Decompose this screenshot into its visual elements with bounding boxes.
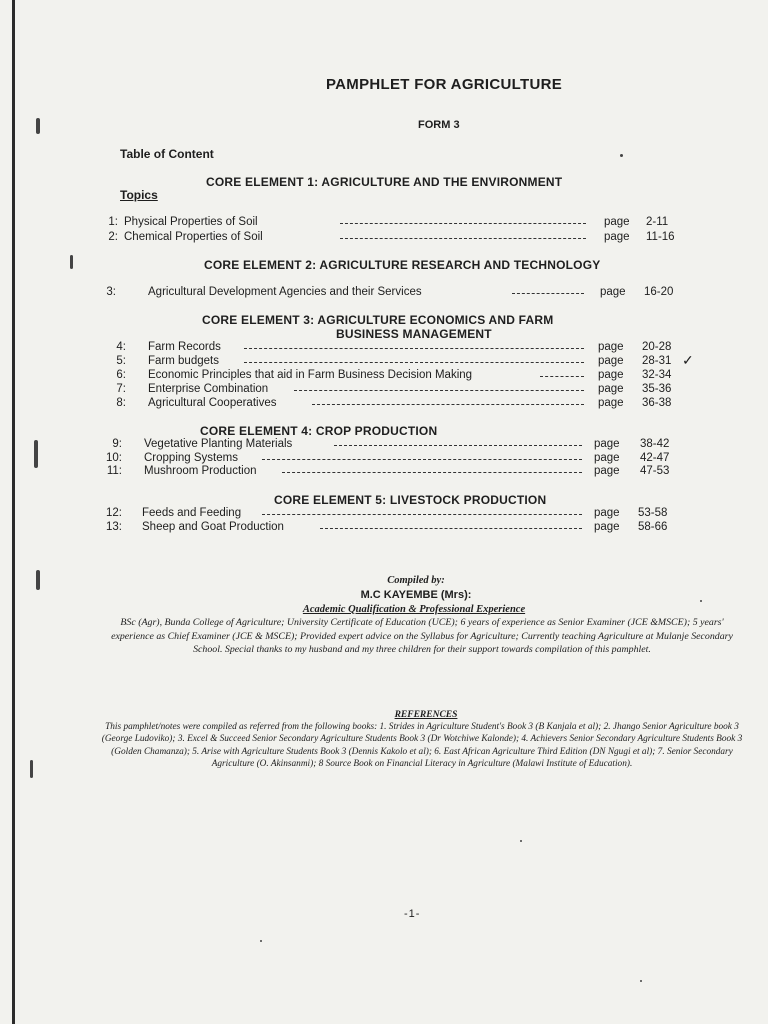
toc-row: 11: Mushroom Production page 47-53 (106, 465, 670, 477)
toc-row: 10: Cropping Systems page 42-47 (106, 452, 670, 464)
qualification-text: BSc (Agr), Bunda College of Agriculture; University Certificate of Education (UCE); 6 years of experience as Senior Examiner (JCE &MSCE); 5 years' experience as Chief Examiner (JCE & MSCE); Provided expert advice on the Syllabus for Agriculture; Currently teaching Agriculture at Mulanje Secondary School. Special thanks to my husband and my three children for their support towards compilation of this pamphlet. (111, 617, 733, 655)
scan-speck (640, 980, 642, 982)
toc-heading: Table of Content (120, 147, 214, 161)
references-heading: REFERENCES (394, 710, 458, 720)
scan-speck (36, 570, 40, 590)
compiled-by-label: Compiled by: (387, 575, 445, 586)
toc-row: 6: Economic Principles that aid in Farm Business Decision Making page 32-34 (116, 369, 672, 381)
qualification-heading: Academic Qualification & Professional Experience (302, 604, 526, 615)
document-title: PAMPHLET FOR AGRICULTURE (325, 76, 563, 93)
check-mark-icon: ✓ (682, 352, 694, 368)
scan-speck (36, 118, 40, 134)
core-element-2-heading: CORE ELEMENT 2: AGRICULTURE RESEARCH AND TECHNOLOGY (204, 258, 601, 272)
toc-row: 13: Sheep and Goat Production page 58-66 (106, 521, 668, 533)
references-text: This pamphlet/notes were compiled as referred from the following books: 1. Strides in Agriculture Student's Book 3 (B Kanjala et al); 2. Jhango Senior Agriculture book 3 (George Ludoviko); 3. Excel & Succeed Senior Secondary Agriculture Students Book 3 (Dr Wotchiwe Kalonde); 4. Achievers Senior Secondary Agriculture Students Book 3 (Golden Chamanza); 5. Arise with Agriculture Students Book 3 (Dennis Kakolo et al); 6. East African Agriculture Third Edition (DN Ngugi et al); 7. Senior Secondary Agriculture (O. Akinsanmi); 8 Source Book on Financial Literacy in Agriculture (Malawi Institute of Education). (101, 722, 743, 770)
scan-edge-shadow (12, 0, 15, 1024)
toc-row: 2: Chemical Properties of Soil page 11-16 (108, 231, 675, 243)
author-name: M.C KAYEMBE (Mrs): (360, 589, 472, 601)
toc-row: 9: Vegetative Planting Materials page 38-42 (112, 438, 670, 450)
scan-speck (30, 760, 33, 778)
page-number: -1- (404, 908, 421, 920)
scan-speck (700, 600, 702, 602)
toc-row: 12: Feeds and Feeding page 53-58 (106, 507, 668, 519)
scan-speck (260, 940, 262, 942)
core-element-3-heading: CORE ELEMENT 3: AGRICULTURE ECONOMICS AND FARM BUSINESS MANAGEMENT (202, 313, 554, 341)
topics-label: Topics (120, 188, 158, 202)
toc-row: 4: Farm Records page 20-28 (116, 341, 672, 353)
core-element-5-heading: CORE ELEMENT 5: LIVESTOCK PRODUCTION (274, 493, 547, 507)
scan-speck (620, 154, 623, 157)
core-element-4-heading: CORE ELEMENT 4: CROP PRODUCTION (200, 424, 438, 438)
toc-row: 5: Farm budgets page 28-31 (116, 355, 672, 367)
toc-row: 1: Physical Properties of Soil page 2-11 (108, 216, 669, 228)
toc-row: 7: Enterprise Combination page 35-36 (116, 383, 672, 395)
form-label: FORM 3 (418, 119, 460, 131)
scan-speck (70, 255, 73, 269)
toc-row: 3: Agricultural Development Agencies and their Services page 16-20 (106, 286, 674, 298)
scan-speck (520, 840, 522, 842)
toc-row: 8: Agricultural Cooperatives page 36-38 (116, 397, 672, 409)
scan-speck (34, 440, 38, 468)
core-element-1-heading: CORE ELEMENT 1: AGRICULTURE AND THE ENVIRONMENT (206, 175, 563, 189)
